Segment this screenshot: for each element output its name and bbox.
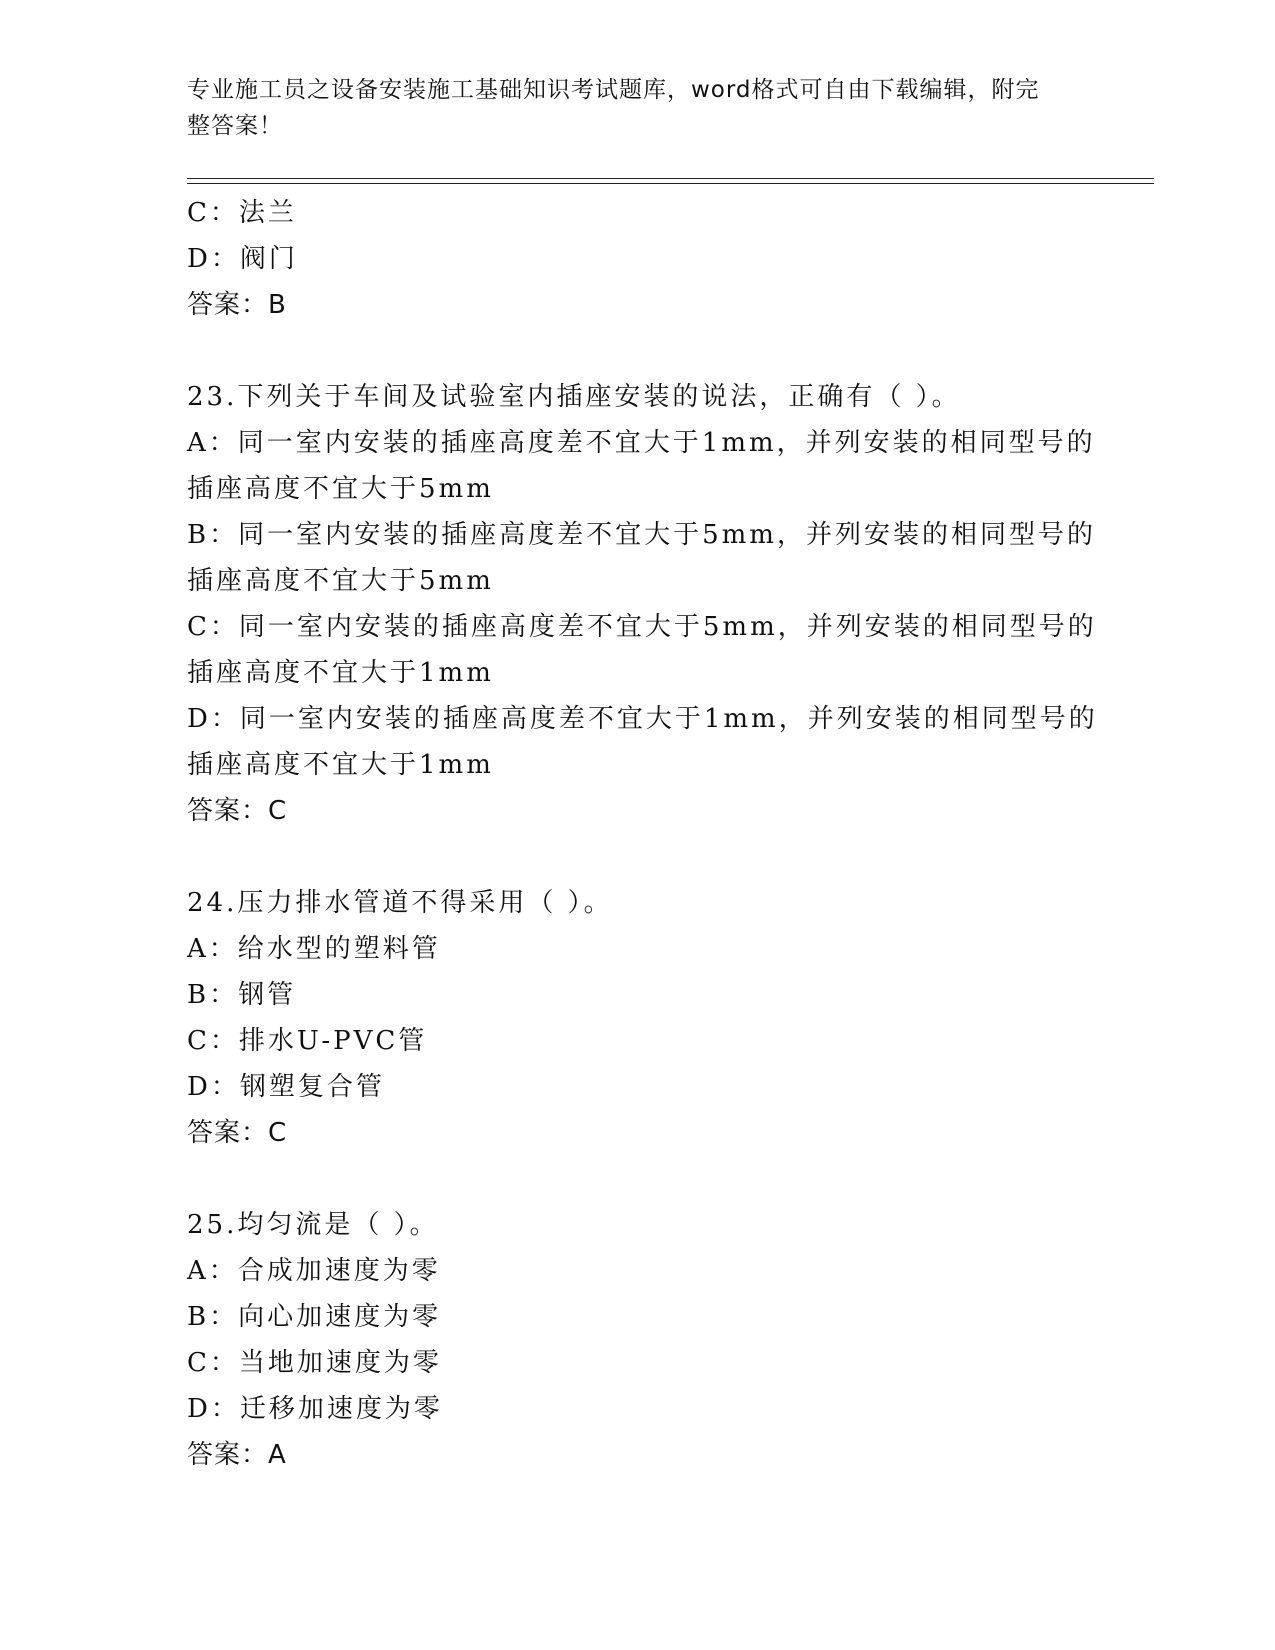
option-c: C：当地加速度为零 — [187, 1348, 442, 1378]
question-stem: 25.均匀流是（ ）。 — [187, 1210, 439, 1240]
option-a: A：给水型的塑料管 — [187, 934, 441, 964]
document-header — [187, 72, 1067, 144]
option-b: B：同一室内安装的插座高度差不宜大于5mm，并列安装的相同型号的 — [187, 520, 1096, 550]
option-a: A：合成加速度为零 — [187, 1256, 441, 1286]
header-divider-bottom — [187, 183, 1154, 184]
option-b: B：向心加速度为零 — [187, 1302, 442, 1332]
option-d: D：迁移加速度为零 — [187, 1394, 443, 1424]
question-25 — [187, 1202, 1067, 1478]
option-c: C：同一室内安装的插座高度差不宜大于5mm，并列安装的相同型号的 — [187, 612, 1097, 642]
option-d-continued: 插座高度不宜大于1mm — [187, 750, 494, 780]
option-c: C：法兰 — [187, 198, 297, 228]
option-a-continued: 插座高度不宜大于5mm — [187, 474, 494, 504]
answer-line: 答案：A — [187, 1440, 287, 1470]
answer-line: 答案：C — [187, 796, 288, 826]
spacer — [187, 834, 1067, 880]
option-c-continued: 插座高度不宜大于1mm — [187, 658, 494, 688]
spacer — [187, 328, 1067, 374]
option-d: D：钢塑复合管 — [187, 1072, 385, 1102]
question-23 — [187, 374, 1098, 834]
header-line-1: 专业施工员之设备安装施工基础知识考试题库，word格式可自由下载编辑，附完 — [187, 77, 1040, 103]
answer-line: 答案：C — [187, 1118, 288, 1148]
question-22-continued — [187, 190, 1067, 328]
option-b-continued: 插座高度不宜大于5mm — [187, 566, 494, 596]
option-d: D：阀门 — [187, 244, 298, 274]
question-stem: 24.压力排水管道不得采用（ ）。 — [187, 888, 613, 918]
option-c: C：排水U-PVC管 — [187, 1026, 428, 1056]
question-stem: 23.下列关于车间及试验室内插座安装的说法，正确有（ ）。 — [187, 382, 961, 412]
question-list — [187, 190, 1098, 1478]
question-24 — [187, 880, 1067, 1156]
header-divider-top — [187, 178, 1154, 179]
spacer — [187, 1156, 1067, 1202]
answer-line: 答案：B — [187, 290, 287, 320]
option-a: A：同一室内安装的插座高度差不宜大于1mm，并列安装的相同型号的 — [187, 428, 1096, 458]
option-b: B：钢管 — [187, 980, 297, 1010]
option-d: D：同一室内安装的插座高度差不宜大于1mm，并列安装的相同型号的 — [187, 704, 1098, 734]
header-line-2: 整答案！ — [187, 113, 283, 139]
